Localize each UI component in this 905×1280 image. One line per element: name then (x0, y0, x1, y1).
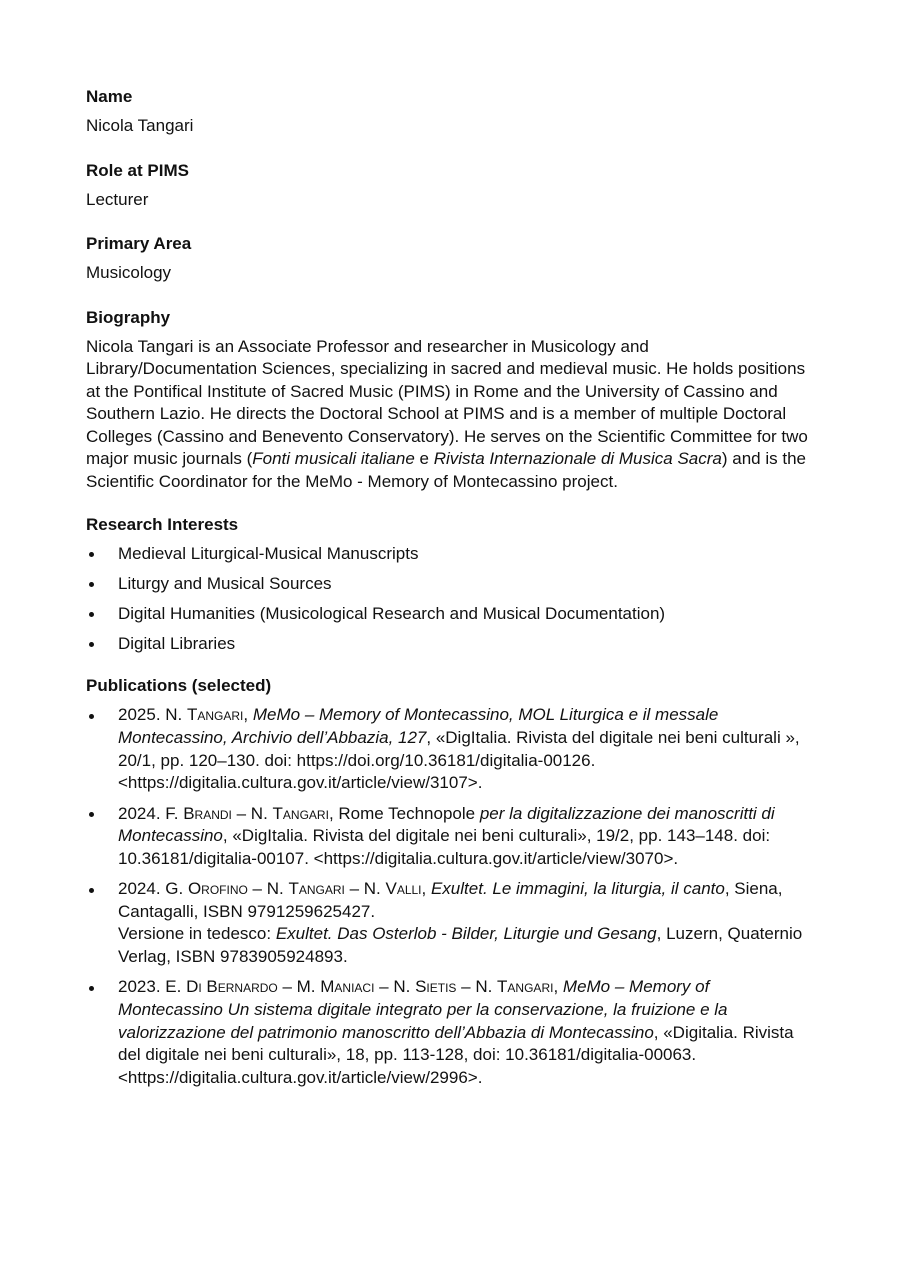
publication-item (86, 976, 816, 1089)
biography-text (86, 336, 816, 494)
publication-separator: – M. (277, 977, 321, 997)
publication-item (86, 704, 816, 794)
bullet-icon (89, 582, 94, 587)
publication-year: 2023. E. (118, 977, 187, 997)
publication-version-title: Exultet. Das Osterlob - Bilder, Liturgie und Gesang (275, 924, 657, 944)
research-item-text: Digital Libraries (118, 633, 236, 653)
biography-part1: Nicola Tangari is an Associate Professor and researcher in Musicology and Library/Documentation Sciences, specializing in sacred and medieval music. He holds positions at the Pontifical Institute of Sacred Music (PIMS) in Rome and the University of Cassino and Southern Lazio. He directs the Doctoral School at PIMS and is a member of multiple Doctoral Colleges (Cassino and Benevento Conservatory). He serves on the Scientific Committee for two major music journals ( (86, 336, 808, 469)
biography-part2: ) and is the Scientific Coordinator for the MeMo - Memory of Montecassino project. (86, 449, 806, 492)
bullet-icon (89, 642, 94, 647)
publication-author: Brandi (183, 803, 232, 823)
publication-author: Orofino (187, 879, 248, 899)
publication-item (86, 878, 816, 968)
area-value: Musicology (86, 263, 172, 282)
name-heading: Name (86, 87, 133, 106)
research-list (86, 543, 816, 656)
publication-details: , «Digitalia. Rivista del digitale nei beni culturali», 18, pp. 113-128, doi: 10.36181/digitalia-00063. <https://digitalia.cultura.gov.it/article/view/2996>. (118, 1022, 794, 1087)
bullet-icon (89, 612, 94, 617)
publications-list (86, 704, 816, 1089)
publication-separator: – N. (344, 879, 386, 899)
research-item-text: Liturgy and Musical Sources (118, 573, 332, 593)
publication-title: MeMo – Memory of Montecassino, MOL Liturgica e il messale Montecassino, Archivio dell’Abbazia, 127 (118, 705, 719, 748)
bullet-icon (89, 714, 94, 719)
publication-author: Tangari (288, 879, 345, 899)
bullet-icon (89, 986, 94, 991)
research-item-text: Digital Humanities (Musicological Research and Musical Documentation) (118, 603, 666, 623)
publication-separator: , (553, 977, 563, 997)
publication-version-line (118, 923, 816, 968)
journal-title-1: Fonti musicali italiane (252, 449, 415, 469)
publication-separator: – N. (231, 803, 273, 823)
publication-year: 2024. G. (118, 879, 188, 899)
publication-author: Tangari (497, 977, 554, 997)
name-value: Nicola Tangari (86, 116, 194, 135)
publication-item (86, 803, 816, 871)
bullet-icon (89, 888, 94, 893)
publication-author: Tangari (187, 705, 244, 725)
list-item (86, 603, 816, 626)
list-item (86, 573, 816, 596)
area-heading: Primary Area (86, 234, 192, 253)
role-heading: Role at PIMS (86, 160, 189, 180)
publication-title-plain: , Rome Technopole (328, 803, 480, 823)
publications-heading: Publications (selected) (86, 676, 272, 696)
publication-details: , «DigItalia. Rivista del digitale nei beni culturali», 19/2, pp. 143–148. doi: 10.36181/digitalia-00107. <https://digitalia.cultura.gov.it/article/view/3070>. (118, 826, 771, 868)
publication-details: , «DigItalia. Rivista del digitale nei beni culturali », 20/1, pp. 120–130. doi: https://doi.org/10.36181/digitalia-00126. <https://digitalia.cultura.gov.it/article/view/3107>. (118, 728, 800, 793)
publication-separator: , (243, 705, 253, 725)
role-value: Lecturer (86, 189, 149, 209)
publication-separator: – N. (247, 879, 289, 899)
biography-heading: Biography (86, 307, 171, 327)
publication-title: per la digitalizzazione dei manoscritti di Montecassino (118, 803, 775, 846)
publication-year: 2025. N. (118, 705, 187, 725)
list-item (86, 633, 816, 656)
research-heading: Research Interests (86, 514, 239, 534)
document-page (86, 86, 816, 1109)
list-item (86, 543, 816, 566)
publication-author: Sietis (415, 977, 457, 997)
publication-title: MeMo – Memory of Montecassino Un sistema digitale integrato per la conservazione, la fruizione e la valorizzazione del patrimonio manoscritto dell’Abbazia di Montecassino (118, 977, 728, 1042)
publication-author: Valli (385, 879, 422, 899)
publication-author: Tangari (272, 803, 329, 823)
bullet-icon (89, 812, 94, 817)
publication-separator: – N. (374, 977, 416, 997)
research-item-text: Medieval Liturgical-Musical Manuscripts (118, 543, 419, 563)
publication-author: Maniaci (320, 977, 375, 997)
bullet-icon (89, 552, 94, 557)
journal-title-2: Rivista Internazionale di Musica Sacra (433, 449, 722, 469)
publication-title: Exultet. Le immagini, la liturgia, il canto (430, 879, 725, 899)
publication-year: 2024. F. (118, 803, 184, 823)
publication-author: Di Bernardo (186, 977, 278, 997)
publication-details: , Siena, Cantagalli, ISBN 9791259625427. (118, 879, 783, 921)
publication-version-details: , Luzern, Quaternio Verlag, ISBN 9783905924893. (118, 924, 803, 966)
publication-separator: , (421, 879, 431, 899)
publication-version-prefix: Versione in tedesco: (118, 924, 276, 944)
biography-and: e (414, 449, 434, 469)
publication-separator: – N. (456, 977, 498, 997)
